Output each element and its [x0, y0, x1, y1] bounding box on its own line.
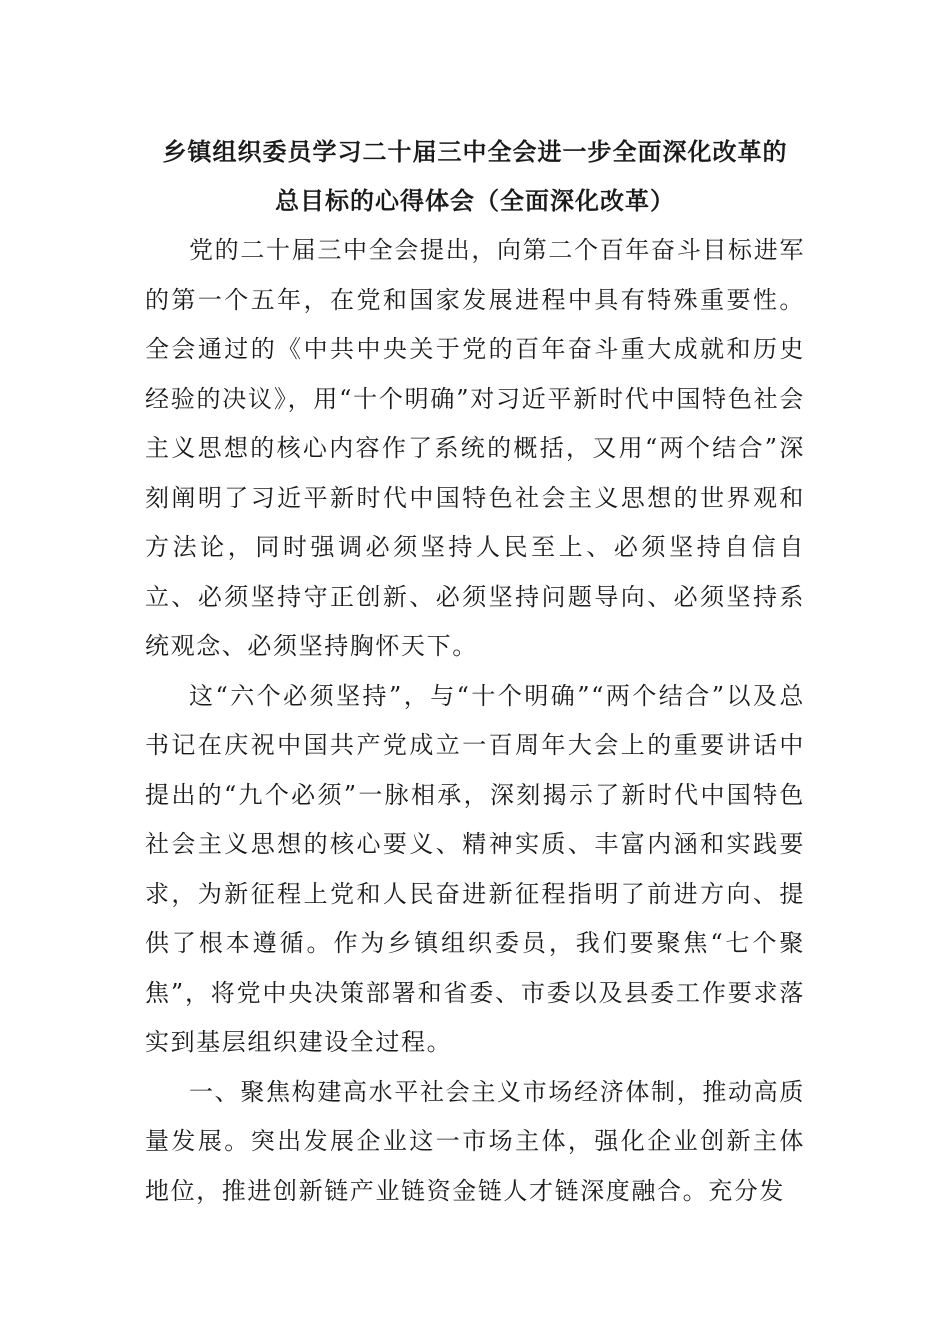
paragraph-2: 这“六个必须坚持”，与“十个明确”“两个结合”以及总书记在庆祝中国共产党成立一百周年大会上的重要讲话中提出的“九个必须”一脉相承，深刻揭示了新时代中国特色社会主义思想的核心要义、精神实质、丰富内涵和实践要求，为新征程上党和人民奋进新征程指明了前进方向、提供了根本遵循。作为乡镇组织委员，我们要聚焦“七个聚焦”，将党中央决策部署和省委、市委以及县委工作要求落实到基层组织建设全过程。 — [145, 681, 805, 1056]
document-body — [145, 128, 805, 1216]
paragraph-1: 党的二十届三中全会提出，向第二个百年奋斗目标进军的第一个五年，在党和国家发展进程中具有特殊重要性。全会通过的《中共中央关于党的百年奋斗重大成就和历史经验的决议》，用“十个明确”对习近平新时代中国特色社会主义思想的核心内容作了系统的概括，又用“两个结合”深刻阐明了习近平新时代中国特色社会主义思想的世界观和方法论，同时强调必须坚持人民至上、必须坚持自信自立、必须坚持守正创新、必须坚持问题导向、必须坚持系统观念、必须坚持胸怀天下。 — [145, 236, 805, 660]
paragraph-3: 一、聚焦构建高水平社会主义市场经济体制，推动高质量发展。突出发展企业这一市场主体，强化企业创新主体地位，推进创新链产业链资金链人才链深度融合。充分发 — [145, 1077, 805, 1205]
document-title: 乡镇组织委员学习二十届三中全会进一步全面深化改革的 总目标的心得体会（全面深化改革） — [162, 138, 788, 215]
